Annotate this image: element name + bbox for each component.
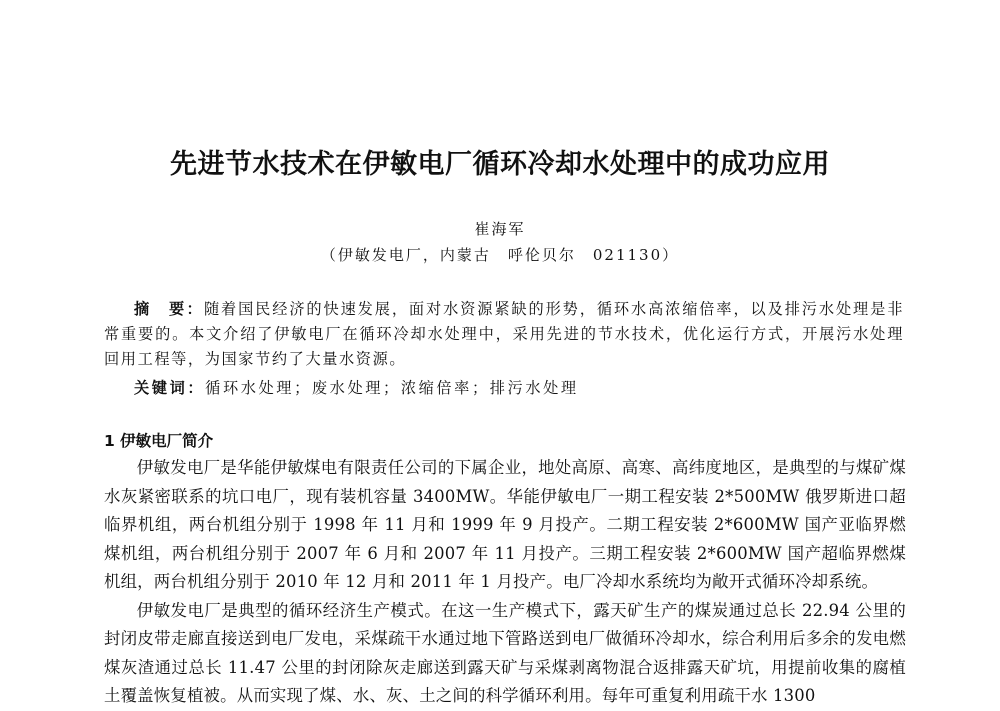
keywords <box>134 376 904 401</box>
keywords-label: 关键词： <box>134 379 206 397</box>
article-title: 先进节水技术在伊敏电厂循环冷却水处理中的成功应用 <box>170 149 830 180</box>
author-name: 崔海军 <box>474 220 526 238</box>
section-body <box>104 454 906 711</box>
author-affiliation: （伊敏发电厂，内蒙古 呼伦贝尔 021130） <box>320 246 680 264</box>
keywords-text: 循环水处理；废水处理；浓缩倍率；排污水处理 <box>205 379 579 397</box>
abstract-text: 随着国民经济的快速发展，面对水资源紧缺的形势，循环水高浓缩倍率，以及排污水处理是非常重要的。本文介绍了伊敏电厂在循环冷却水处理中，采用先进的节水技术，优化运行方式，开展污水处理回用工程等，为国家节约了大量水资源。 <box>104 300 905 368</box>
abstract <box>104 297 904 372</box>
abstract-label: 摘 要： <box>134 300 204 318</box>
body-paragraph: 伊敏发电厂是典型的循环经济生产模式。在这一生产模式下，露天矿生产的煤炭通过总长 22.94 公里的封闭皮带走廊直接送到电厂发电，采煤疏干水通过地下管路送到电厂做循环冷却水，综合利用后多余的发电燃煤灰渣通过总长 11.47 公里的封闭除灰走廊送到露天矿与采煤剥离物混合返排露天矿坑，用提前收集的腐植土覆盖恢复植被。从而实现了煤、水、灰、土之间的科学循环利用。每年可重复利用疏干水 1300 <box>104 600 906 705</box>
body-paragraph: 伊敏发电厂是华能伊敏煤电有限责任公司的下属企业，地处高原、高寒、高纬度地区，是典型的与煤矿煤水灰紧密联系的坑口电厂，现有装机容量 3400MW。华能伊敏电厂一期工程安装 2*500MW 俄罗斯进口超临界机组，两台机组分别于 1998 年 11 月和 1999 年 9 月投产。二期工程安装 2*600MW 国产亚临界燃煤机组，两台机组分别于 2007 年 6 月和 2007 年 11 月投产。三期工程安装 2*600MW 国产超临界燃煤机组，两台机组分别于 2010 年 12 月和 2011 年 1 月投产。电厂冷却水系统均为敞开式循环冷却系统。 <box>104 458 906 591</box>
section-heading: 1 伊敏电厂简介 <box>104 432 214 450</box>
